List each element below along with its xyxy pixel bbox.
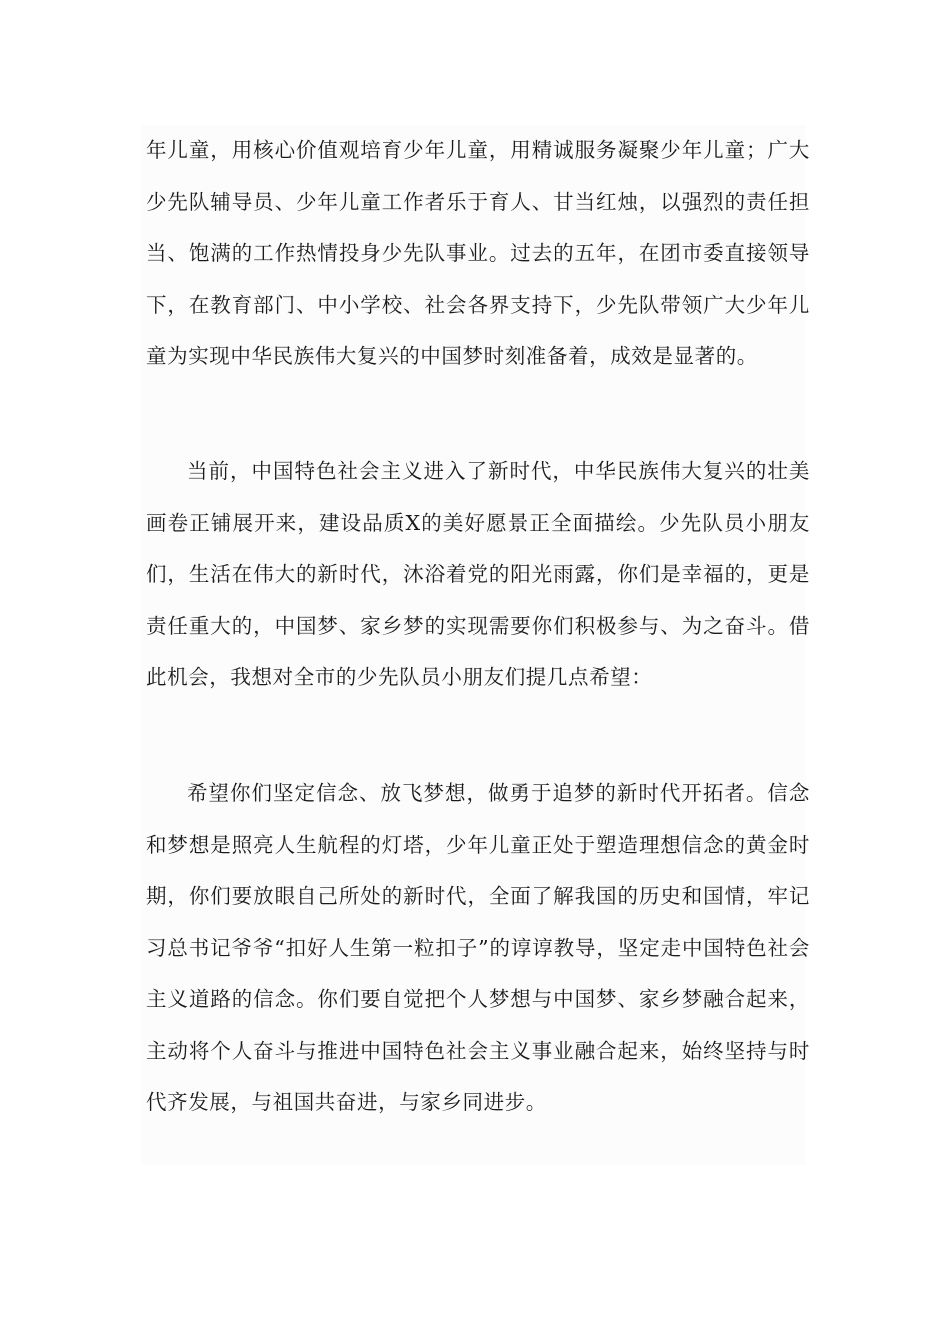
paragraph-continued: 年儿童，用核心价值观培育少年儿童，用精诚服务凝聚少年儿童；广大少先队辅导员、少年儿童工作者乐于育人、甘当红烛，以强烈的责任担当、饱满的工作热情投身少先队事业。过去的五年，在团市委直接领导下，在教育部门、中小学校、社会各界支持下，少先队带领广大少年儿童为实现中华民族伟大复兴的中国梦时刻准备着，成效是显著的。 xyxy=(146,138,810,368)
paragraph-new-era: 当前，中国特色社会主义进入了新时代，中华民族伟大复兴的壮美画卷正铺展开来，建设品质X的美好愿景正全面描绘。少先队员小朋友们，生活在伟大的新时代，沐浴着党的阳光雨露，你们是幸福的，更是责任重大的，中国梦、家乡梦的实现需要你们积极参与、为之奋斗。借此机会，我想对全市的少先队员小朋友们提几点希望： xyxy=(146,459,810,689)
text-body xyxy=(142,125,810,1165)
paragraph-hope: 希望你们坚定信念、放飞梦想，做勇于追梦的新时代开拓者。信念和梦想是照亮人生航程的灯塔，少年儿童正处于塑造理想信念的黄金时期，你们要放眼自己所处的新时代，全面了解我国的历史和国情，牢记习总书记爷爷“扣好人生第一粒扣子”的谆谆教导，坚定走中国特色社会主义道路的信念。你们要自觉把个人梦想与中国梦、家乡梦融合起来，主动将个人奋斗与推进中国特色社会主义事业融合起来，始终坚持与时代齐发展，与祖国共奋进，与家乡同进步。 xyxy=(146,781,810,1114)
